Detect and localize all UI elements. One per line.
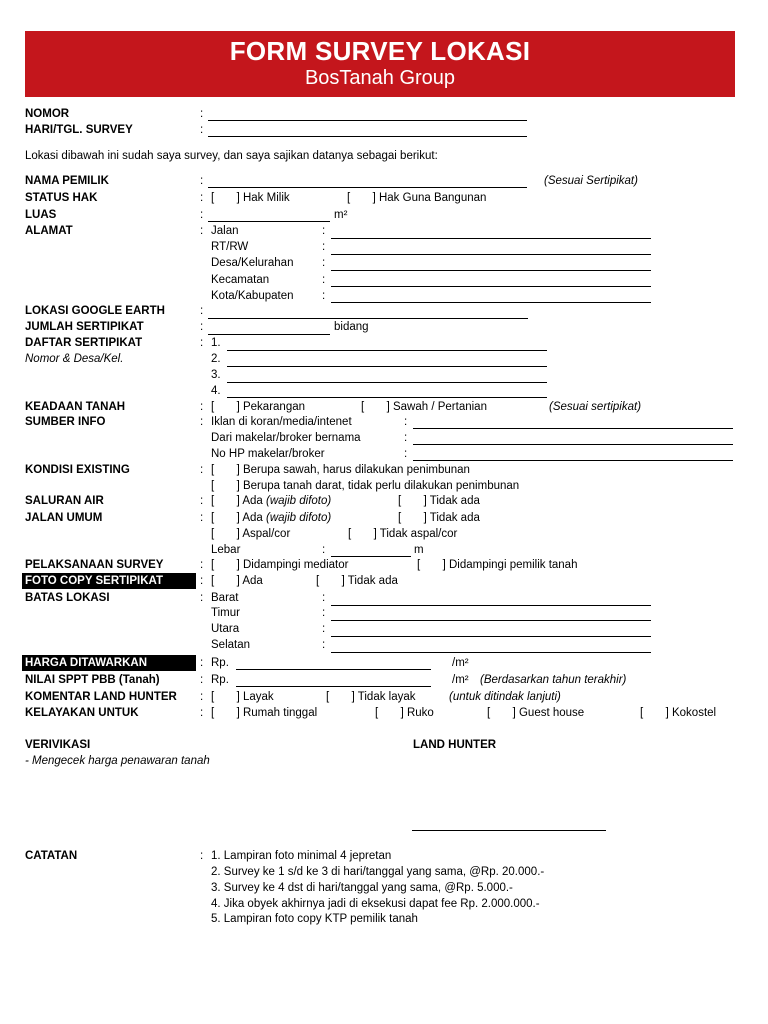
checkbox-jalan-tidak[interactable]: [ ] Tidak ada [398, 512, 480, 524]
label-utara: Utara [211, 623, 240, 635]
colon: : [200, 175, 204, 187]
label-rp-2: Rp. [211, 674, 229, 686]
label-iklan: Iklan di koran/media/intenet [211, 416, 352, 428]
label-luas: LUAS [25, 209, 57, 221]
field-utara[interactable] [331, 636, 651, 637]
num-4: 4. [211, 385, 221, 397]
label-keadaan-tanah: KEADAAN TANAH [25, 401, 126, 413]
field-desa[interactable] [331, 270, 651, 271]
field-selatan[interactable] [331, 652, 651, 653]
label-komentar: KOMENTAR LAND HUNTER [25, 691, 177, 703]
colon: : [200, 850, 204, 862]
num-2: 2. [211, 353, 221, 365]
colon: : [200, 592, 204, 604]
checkbox-kondisi-2[interactable]: [ ] Berupa tanah darat, tidak perlu dilakukan penimbunan [211, 480, 520, 492]
colon: : [200, 124, 204, 136]
unit-per-m2-2: /m² [452, 674, 469, 686]
label-jumlah-sertipikat: JUMLAH SERTIPIKAT [25, 321, 144, 333]
colon: : [200, 707, 204, 719]
field-luas[interactable] [208, 221, 330, 222]
checkbox-tidak-aspal[interactable]: [ ] Tidak aspal/cor [348, 528, 458, 540]
unit-bidang: bidang [334, 321, 369, 333]
label-njop: NILAI SPPT PBB (Tanah) [25, 674, 160, 686]
label-kondisi: KONDISI EXISTING [25, 464, 130, 476]
field-nomor[interactable] [208, 120, 527, 121]
colon: : [200, 575, 204, 587]
label-jalan: Jalan [211, 225, 239, 237]
colon: : [200, 337, 204, 349]
catatan-item-1: 1. Lampiran foto minimal 4 jepretan [211, 850, 392, 862]
label-catatan: CATATAN [25, 850, 78, 862]
label-desa: Desa/Kelurahan [211, 257, 294, 269]
checkbox-guest[interactable]: [ ] Guest house [487, 707, 585, 719]
field-google-earth[interactable] [208, 318, 528, 319]
colon: : [322, 257, 326, 269]
intro-text: Lokasi dibawah ini sudah saya survey, dan saya sajikan datanya sebagai berikut: [25, 150, 438, 162]
label-foto-copy: FOTO COPY SERTIPIKAT [22, 573, 196, 589]
colon: : [322, 592, 326, 604]
colon: : [200, 401, 204, 413]
label-verivikasi: VERIVIKASI [25, 739, 91, 751]
colon: : [322, 607, 326, 619]
label-daftar-sub: Nomor & Desa/Kel. [25, 353, 124, 365]
label-daftar-sertipikat: DAFTAR SERTIPIKAT [25, 337, 143, 349]
label-kota: Kota/Kabupaten [211, 290, 294, 302]
colon: : [200, 674, 204, 686]
label-rp: Rp. [211, 657, 229, 669]
field-nohp[interactable] [413, 460, 733, 461]
label-nohp: No HP makelar/broker [211, 448, 325, 460]
checkbox-rumah[interactable]: [ ] Rumah tinggal [211, 707, 318, 719]
field-sertipikat-2[interactable] [227, 366, 547, 367]
note-mengecek: - Mengecek harga penawaran tanah [25, 755, 210, 767]
colon: : [200, 691, 204, 703]
form-subtitle: BosTanah Group [304, 67, 456, 89]
label-nomor: NOMOR [25, 108, 70, 120]
label-sumber-info: SUMBER INFO [25, 416, 106, 428]
colon: : [200, 464, 204, 476]
colon: : [322, 274, 326, 286]
catatan-item-2: 2. Survey ke 1 s/d ke 3 di hari/tanggal yang sama, @Rp. 20.000.- [211, 866, 545, 878]
field-kecamatan[interactable] [331, 286, 651, 287]
checkbox-tidak-layak[interactable]: [ ] Tidak layak [326, 691, 416, 703]
note-berdasarkan: (Berdasarkan tahun terakhir) [480, 674, 627, 686]
label-timur: Timur [211, 607, 240, 619]
field-timur[interactable] [331, 620, 651, 621]
note-untuk-ditindak: (untuk ditindak lanjuti) [449, 691, 561, 703]
label-barat: Barat [211, 592, 239, 604]
colon: : [322, 225, 326, 237]
unit-m2: m² [334, 209, 348, 221]
colon: : [200, 108, 204, 120]
label-status-hak: STATUS HAK [25, 192, 98, 204]
label-selatan: Selatan [211, 639, 251, 651]
label-jalan-umum: JALAN UMUM [25, 512, 103, 524]
field-makelar[interactable] [413, 444, 733, 445]
label-harga: HARGA DITAWARKAN [22, 655, 196, 671]
field-sertipikat-3[interactable] [227, 382, 547, 383]
label-google-earth: LOKASI GOOGLE EARTH [25, 305, 165, 317]
colon: : [322, 544, 326, 556]
checkbox-saluran-ada[interactable]: [ ] Ada (wajib difoto) [211, 495, 332, 507]
unit-m: m [414, 544, 424, 556]
colon: : [404, 432, 408, 444]
label-nama-pemilik: NAMA PEMILIK [25, 175, 109, 187]
colon: : [200, 305, 204, 317]
colon: : [200, 321, 204, 333]
checkbox-foto-tidak[interactable]: [ ] Tidak ada [316, 575, 398, 587]
colon: : [200, 192, 204, 204]
field-jumlah-sertipikat[interactable] [208, 334, 330, 335]
field-barat[interactable] [331, 605, 651, 606]
label-saluran-air: SALURAN AIR [25, 495, 104, 507]
label-lebar: Lebar [211, 544, 241, 556]
field-rtrw[interactable] [331, 254, 651, 255]
field-harga[interactable] [236, 669, 431, 670]
form-title: FORM SURVEY LOKASI [229, 36, 531, 66]
label-kelayakan: KELAYAKAN UNTUK [25, 707, 139, 719]
label-batas-lokasi: BATAS LOKASI [25, 592, 110, 604]
checkbox-jalan-ada[interactable]: [ ] Ada (wajib difoto) [211, 512, 332, 524]
unit-per-m2: /m² [452, 657, 469, 669]
colon: : [200, 512, 204, 524]
field-sertipikat-1[interactable] [227, 350, 547, 351]
colon: : [404, 416, 408, 428]
colon: : [322, 241, 326, 253]
note-sesuai-sertipikat: (Sesuai Sertipikat) [544, 175, 638, 187]
label-land-hunter: LAND HUNTER [413, 739, 497, 751]
field-sertipikat-4[interactable] [227, 397, 547, 398]
catatan-item-5: 5. Lampiran foto copy KTP pemilik tanah [211, 913, 418, 925]
colon: : [200, 559, 204, 571]
colon: : [322, 639, 326, 651]
label-rtrw: RT/RW [211, 241, 249, 253]
checkbox-sawah[interactable]: [ ] Sawah / Pertanian [361, 401, 487, 413]
field-nama-pemilik[interactable] [208, 187, 527, 188]
label-hari: HARI/TGL. SURVEY [25, 124, 133, 136]
signature-line[interactable] [412, 830, 606, 831]
checkbox-foto-ada[interactable]: [ ] Ada [211, 575, 263, 587]
label-makelar: Dari makelar/broker bernama [211, 432, 361, 444]
form-header [25, 31, 735, 97]
checkbox-kondisi-1[interactable]: [ ] Berupa sawah, harus dilakukan penimbunan [211, 464, 470, 476]
checkbox-ruko[interactable]: [ ] Ruko [375, 707, 434, 719]
num-3: 3. [211, 369, 221, 381]
catatan-item-3: 3. Survey ke 4 dst di hari/tanggal yang sama, @Rp. 5.000.- [211, 882, 513, 894]
colon: : [200, 495, 204, 507]
colon: : [200, 209, 204, 221]
checkbox-hak-guna[interactable]: [ ] Hak Guna Bangunan [347, 192, 487, 204]
checkbox-layak[interactable]: [ ] Layak [211, 691, 274, 703]
checkbox-pekarangan[interactable]: [ ] Pekarangan [211, 401, 306, 413]
num-1: 1. [211, 337, 221, 349]
colon: : [200, 657, 204, 669]
catatan-item-4: 4. Jika obyek akhirnya jadi di eksekusi dapat fee Rp. 2.000.000.- [211, 898, 540, 910]
field-iklan[interactable] [413, 428, 733, 429]
checkbox-mediator[interactable]: [ ] Didampingi mediator [211, 559, 349, 571]
colon: : [200, 416, 204, 428]
colon: : [404, 448, 408, 460]
colon: : [200, 225, 204, 237]
checkbox-pemilik[interactable]: [ ] Didampingi pemilik tanah [417, 559, 578, 571]
checkbox-saluran-tidak[interactable]: [ ] Tidak ada [398, 495, 480, 507]
note-sesuai-sertipikat-2: (Sesuai sertipikat) [549, 401, 642, 413]
label-alamat: ALAMAT [25, 225, 73, 237]
field-njop[interactable] [236, 686, 431, 687]
label-pelaksanaan: PELAKSANAAN SURVEY [25, 559, 164, 571]
label-kecamatan: Kecamatan [211, 274, 270, 286]
field-lebar[interactable] [331, 556, 411, 557]
checkbox-aspal[interactable]: [ ] Aspal/cor [211, 528, 291, 540]
field-kota[interactable] [331, 302, 651, 303]
checkbox-kokostel[interactable]: [ ] Kokostel [640, 707, 717, 719]
field-jalan[interactable] [331, 238, 651, 239]
field-hari[interactable] [208, 136, 527, 137]
colon: : [322, 623, 326, 635]
colon: : [322, 290, 326, 302]
checkbox-hak-milik[interactable]: [ ] Hak Milik [211, 192, 290, 204]
